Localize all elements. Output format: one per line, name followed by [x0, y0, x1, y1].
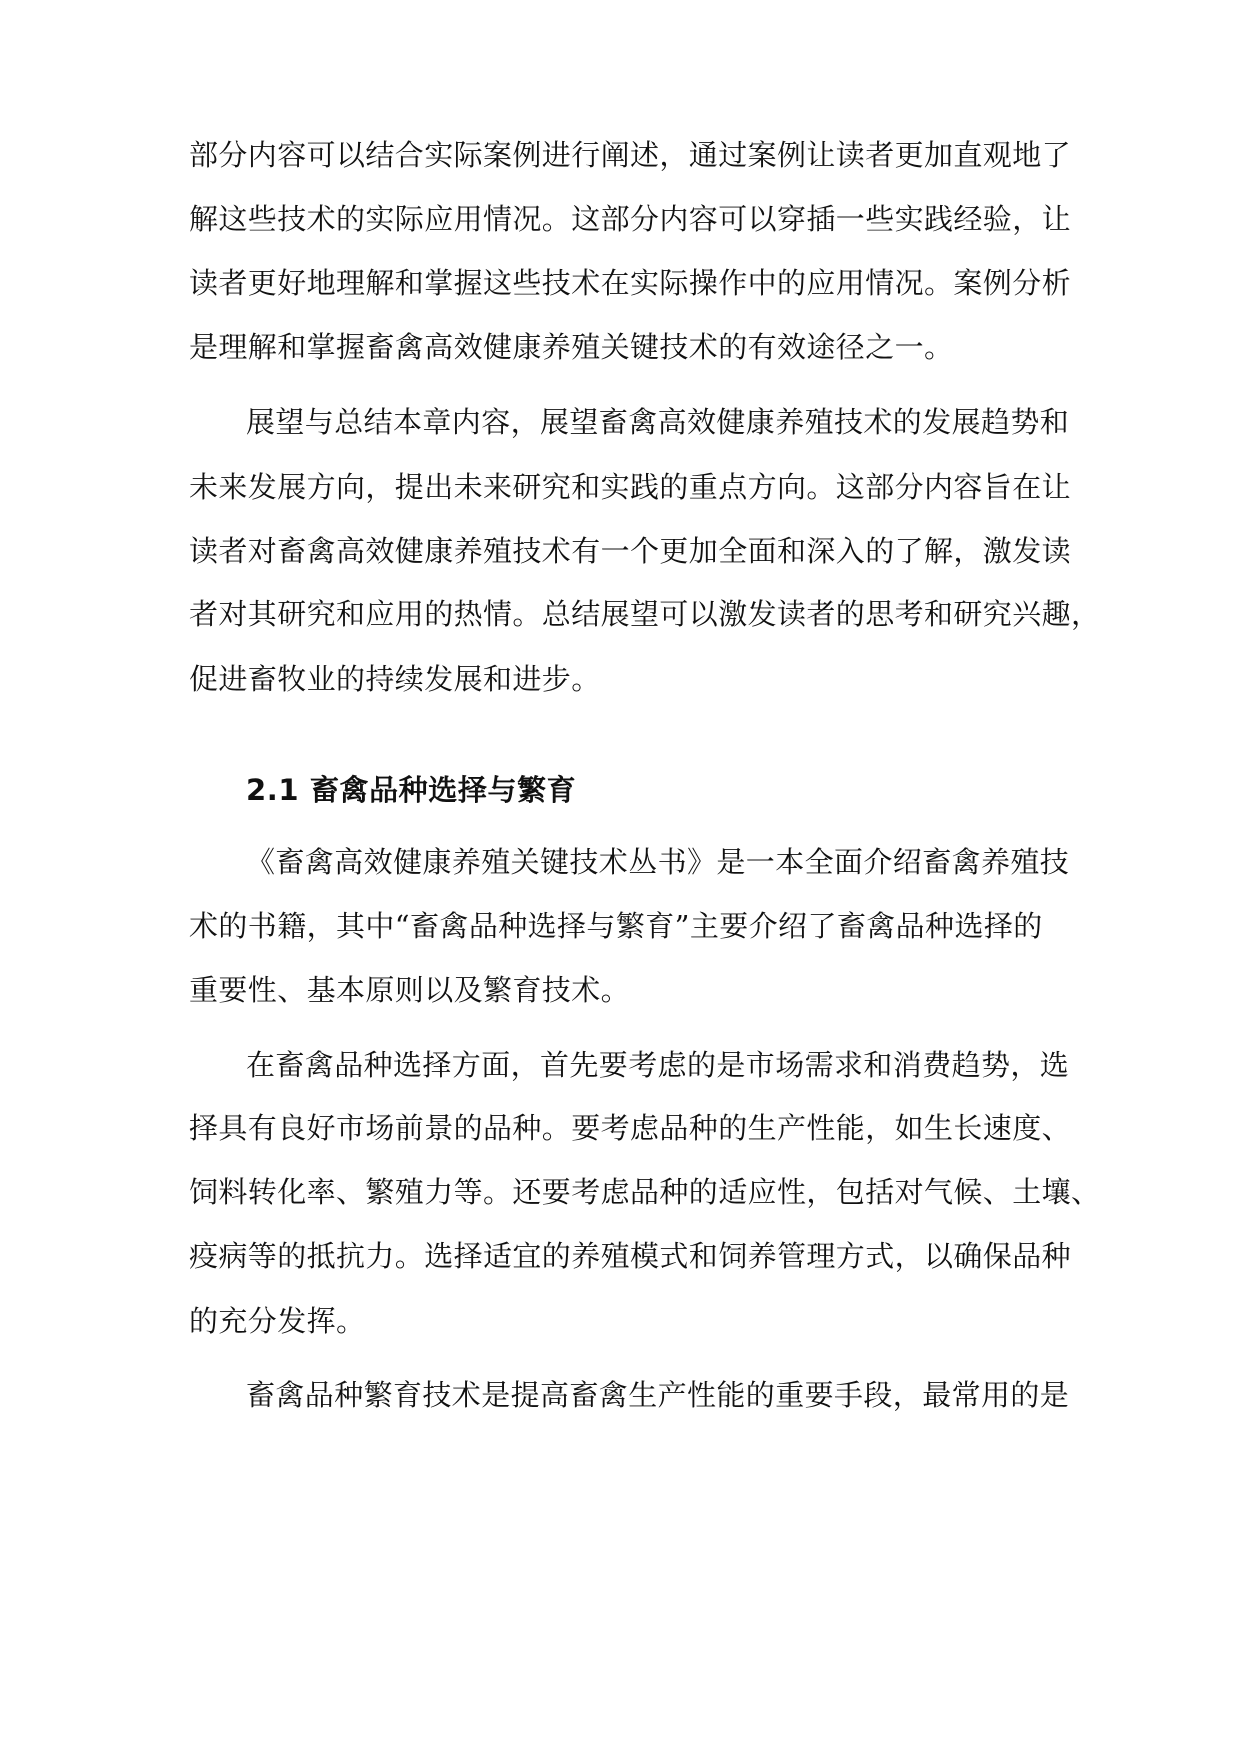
paragraph-2-line-5: 促进畜牧业的持续发展和进步。 — [189, 662, 601, 696]
section-paragraph-2-line-2: 择具有良好市场前景的品种。要考虑品种的生产性能，如生长速度、 — [189, 1111, 1072, 1145]
section-paragraph-1-line-2: 术的书籍，其中“畜禽品种选择与繁育”主要介绍了畜禽品种选择的 — [189, 909, 1043, 943]
paragraph-1-line-4: 是理解和掌握畜禽高效健康养殖关键技术的有效途径之一。 — [189, 330, 954, 364]
section-heading: 2.1 畜禽品种选择与繁育 — [246, 773, 577, 807]
section-paragraph-2-line-1: 在畜禽品种选择方面，首先要考虑的是市场需求和消费趋势，选 — [246, 1048, 1070, 1082]
paragraph-2-line-4: 者对其研究和应用的热情。总结展望可以激发读者的思考和研究兴趣， — [189, 597, 1101, 631]
section-paragraph-3-line-1: 畜禽品种繁育技术是提高畜禽生产性能的重要手段，最常用的是 — [246, 1378, 1070, 1412]
paragraph-1-line-3: 读者更好地理解和掌握这些技术在实际操作中的应用情况。案例分析 — [189, 266, 1072, 300]
paragraph-1-line-1: 部分内容可以结合实际案例进行阐述，通过案例让读者更加直观地了 — [189, 138, 1072, 172]
section-paragraph-1-line-1: 《畜禽高效健康养殖关键技术丛书》是一本全面介绍畜禽养殖技 — [246, 845, 1070, 879]
section-paragraph-2-line-5: 的充分发挥。 — [189, 1304, 366, 1338]
section-paragraph-2-line-3: 饲料转化率、繁殖力等。还要考虑品种的适应性，包括对气候、土壤、 — [189, 1175, 1101, 1209]
section-paragraph-2-line-4: 疫病等的抵抗力。选择适宜的养殖模式和饲养管理方式，以确保品种 — [189, 1239, 1072, 1273]
paragraph-2-line-3: 读者对畜禽高效健康养殖技术有一个更加全面和深入的了解，激发读 — [189, 534, 1072, 568]
section-paragraph-1-line-3: 重要性、基本原则以及繁育技术。 — [189, 973, 631, 1007]
paragraph-2-line-2: 未来发展方向，提出未来研究和实践的重点方向。这部分内容旨在让 — [189, 470, 1072, 504]
paragraph-1-line-2: 解这些技术的实际应用情况。这部分内容可以穿插一些实践经验，让 — [189, 202, 1072, 236]
paragraph-2-line-1: 展望与总结本章内容，展望畜禽高效健康养殖技术的发展趋势和 — [246, 405, 1070, 439]
